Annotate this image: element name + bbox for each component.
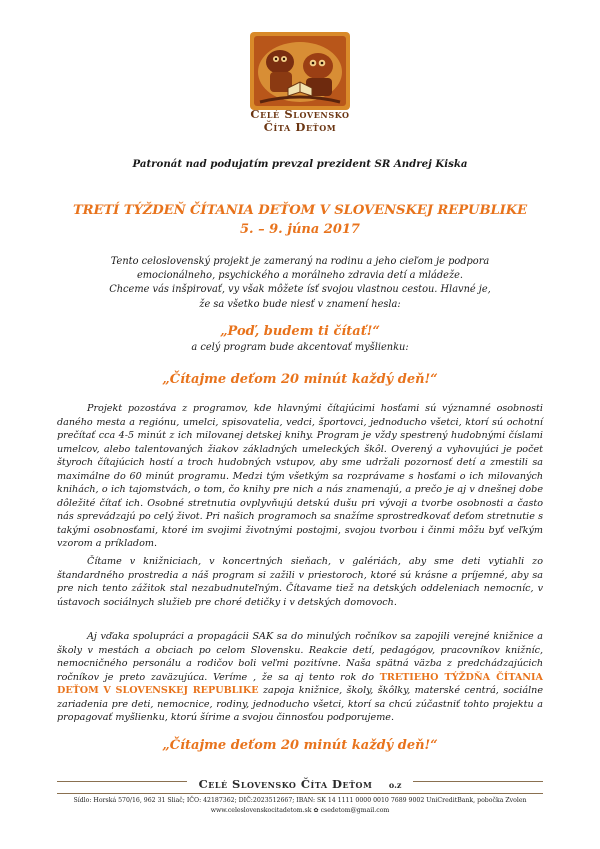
page-title: TRETÍ TÝŽDEŇ ČÍTANIA DEŤOM V SLOVENSKEJ REPUBLIKE [72, 203, 528, 218]
logo-line-1: Celé Slovensko [250, 107, 350, 121]
footer-org-name: Celé Slovensko Číta Deťom [193, 777, 379, 791]
paragraph-program [57, 402, 543, 551]
paragraph-venues [57, 555, 543, 609]
paragraph-program-text: Projekt pozostáva z programov, kde hlavnými čítajúcimi hosťami sú významné osobnosti daného mesta a regiónu, umelci, spisovatelia, vedci, športovci, jednoducho všetci, ktorí sú ochotní prečítať cca 4-5 minút z ich milovanej detskej knihy. Program je vždy spestrený hudobnými číslami umelcov, alebo talentovaných žiakov základných umeleckých škôl. Overený a vyhovujúci je počet štyroch čítajúcich hostí a troch hudobných vstupov, aby sme udržali pozornosť detí a zmestili sa maximálne do 60 minút programu. Medzi tým všetkým sa rozprávame s hosťami o ich milovaných knihách, o ich tajomstvách, o tom, čo knihy pre nich a nás znamenajú, a prečo je aj v dnešnej dobe dôležité čítať ich. Osobné stretnutia ovplyvňujú detskú dušu pri vývoji a tvorbe osobnosti a často nás sprevádzajú po celý život. Pri našich programoch sa snažíme sprostredkovať deťom stretnutie s takými osobnosťami, ktoré im svojimi životnými postojmi, svojou tvorbou i činmi môžu byť veľkým vzorom a príkladom. [57, 403, 543, 550]
closing-motto: „Čítajme deťom 20 minút každý deň!“ [162, 738, 438, 753]
patronage-line: Patronát nad podujatím prevzal prezident SR Andrej Kiska [132, 158, 468, 170]
logo-wordmark [220, 108, 380, 134]
accent-line: a celý program bude akcentovať myšlienku: [191, 342, 409, 353]
footer-address: Sídlo: Horská 570/16, 962 31 Sliač; IČO: 42187362; DIČ:2023512667; IBAN: SK 14 1111 0000 0010 7689 9002 UniCreditBank, pobočka Zvolen [73, 797, 527, 804]
intro-line-2: emocionálneho, psychického a morálneho zdravia detí a mládeže. [136, 270, 464, 282]
footer-contacts: www.celeslovenskocitadetom.sk ✿ csedetom@gmail.com [210, 807, 390, 814]
motto-read-to-you: „Poď, budem ti čítať!“ [220, 324, 380, 339]
footer-divider-bottom [57, 793, 543, 794]
paragraph-cooperation-highlight: TRETIEHO TÝŽDŇA ČÍTANIA DEŤOM V SLOVENSKEJ REPUBLIKE [57, 671, 543, 697]
footer-organization [0, 773, 600, 792]
paragraph-cooperation-after: zapoja knižnice, školy, škôlky, materské centrá, sociálne zariadenia pre deti, nemocnice, rodiny, jednoducho všetci, ktorí sa chcú zúčastniť tohto projektu a propagovať myšlienku, ktorú šírime a svojou činnosťou podporujeme. [57, 685, 543, 724]
intro-line-1: Tento celoslovenský projekt je zameraný na rodinu a jeho cieľom je podpora [110, 256, 490, 267]
logo-line-2: Číta Deťom [263, 120, 337, 134]
paragraph-cooperation-before: Aj vďaka spolupráci a propagácii SAK sa do minulých ročníkov sa zapojili verejné knižnice a školy v mestách a obciach po celom Slovensku. Reakcie detí, pedagógov, pracovníkov knižníc, nemocničného personálu a rodičov boli veľmi pozitívne. Naša spätná väzba z predchádzajúcich ročníkov je preto zaväzujúca. Veríme , že sa aj tento rok do [57, 631, 543, 683]
reading-creatures-icon [250, 32, 350, 110]
paragraph-cooperation [57, 630, 543, 725]
motto-20-minutes: „Čítajme deťom 20 minút každý deň!“ [162, 372, 438, 387]
event-date: 5. – 9. júna 2017 [240, 222, 360, 237]
footer-org-suffix: o.z [383, 780, 408, 790]
paragraph-venues-text: Čítame v knižniciach, v koncertných sieňach, v galériách, aby sme deti vytiahli zo štandardného prostredia a náš program si zažili v priestoroch, ktoré sú krásne a príjemné, aby sa pre nich tento zážitok stal nezabudnuteľným. Čítavame tiež na detských oddeleniach nemocníc, v ústavoch sociálnych služieb pre choré detičky i v detských domovoch. [57, 556, 543, 608]
intro-line-4: že sa všetko bude niesť v znamení hesla: [199, 298, 401, 310]
intro-line-3: Chceme vás inšpirovať, vy však môžete ísť svojou vlastnou cestou. Hlavné je, [109, 284, 491, 296]
intro-text [70, 255, 530, 312]
